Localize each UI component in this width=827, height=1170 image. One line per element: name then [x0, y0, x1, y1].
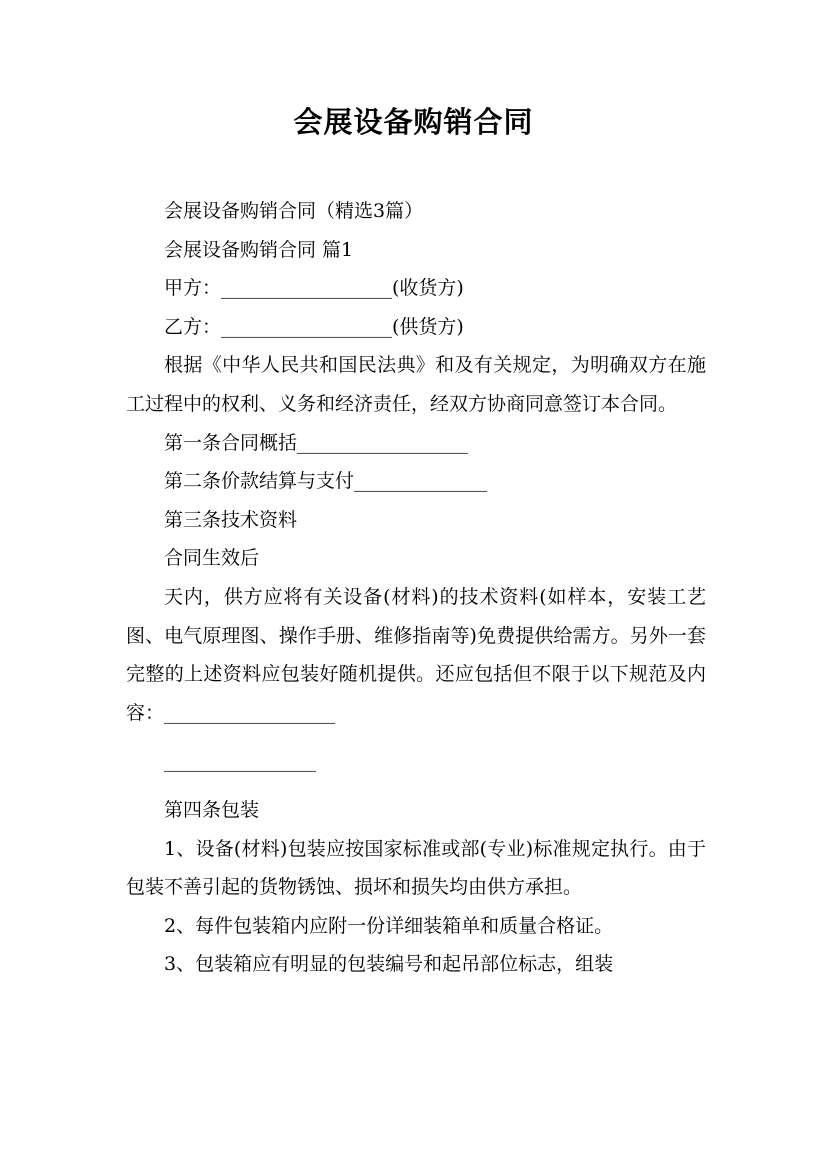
blank-spacer — [126, 732, 706, 742]
paragraph-article-3: 第三条技术资料 — [164, 508, 298, 531]
document-body — [126, 192, 706, 984]
paragraph-packaging-1: 1、设备(材料)包装应按国家标准或部(专业)标准规定执行。由于包装不善引起的货物锈蚀、损坏和损失均由供方承担。 — [126, 837, 706, 899]
paragraph-article-1: 第一条合同概括__________________ — [164, 431, 469, 454]
paragraph-preamble: 根据《中华人民共和国民法典》和及有关规定，为明确双方在施工过程中的权利、义务和经济责任，经双方协商同意签订本合同。 — [126, 354, 706, 415]
paragraph-subtitle: 会展设备购销合同（精选3篇） — [164, 200, 424, 222]
paragraph-article-4: 第四条包装 — [164, 798, 260, 821]
paragraph-tech-docs: 天内，供方应将有关设备(材料)的技术资料(如样本，安装工艺图、电气原理图、操作手册、维修指南等)免费提供给需方。另外一套完整的上述资料应包装好随机提供。还应包括但不限于以下规范及内容：__________________ — [126, 585, 706, 724]
paragraph-effective: 合同生效后 — [164, 547, 260, 570]
paragraph-article-2: 第二条价款结算与支付______________ — [164, 470, 488, 493]
paragraph-blank-line: ________________ — [164, 750, 316, 773]
paragraph-section-heading: 会展设备购销合同 篇1 — [164, 238, 354, 261]
document-title: 会展设备购销合同 — [293, 105, 534, 139]
blank-spacer — [126, 781, 706, 791]
paragraph-packaging-2: 2、每件包装箱内应附一份详细装箱单和质量合格证。 — [164, 914, 614, 937]
paragraph-party-b: 乙方：__________________(供货方) — [164, 315, 464, 338]
paragraph-packaging-3: 3、包装箱应有明显的包装编号和起吊部位标志，组装 — [164, 953, 614, 976]
paragraph-party-a: 甲方：__________________(收货方) — [164, 277, 464, 300]
